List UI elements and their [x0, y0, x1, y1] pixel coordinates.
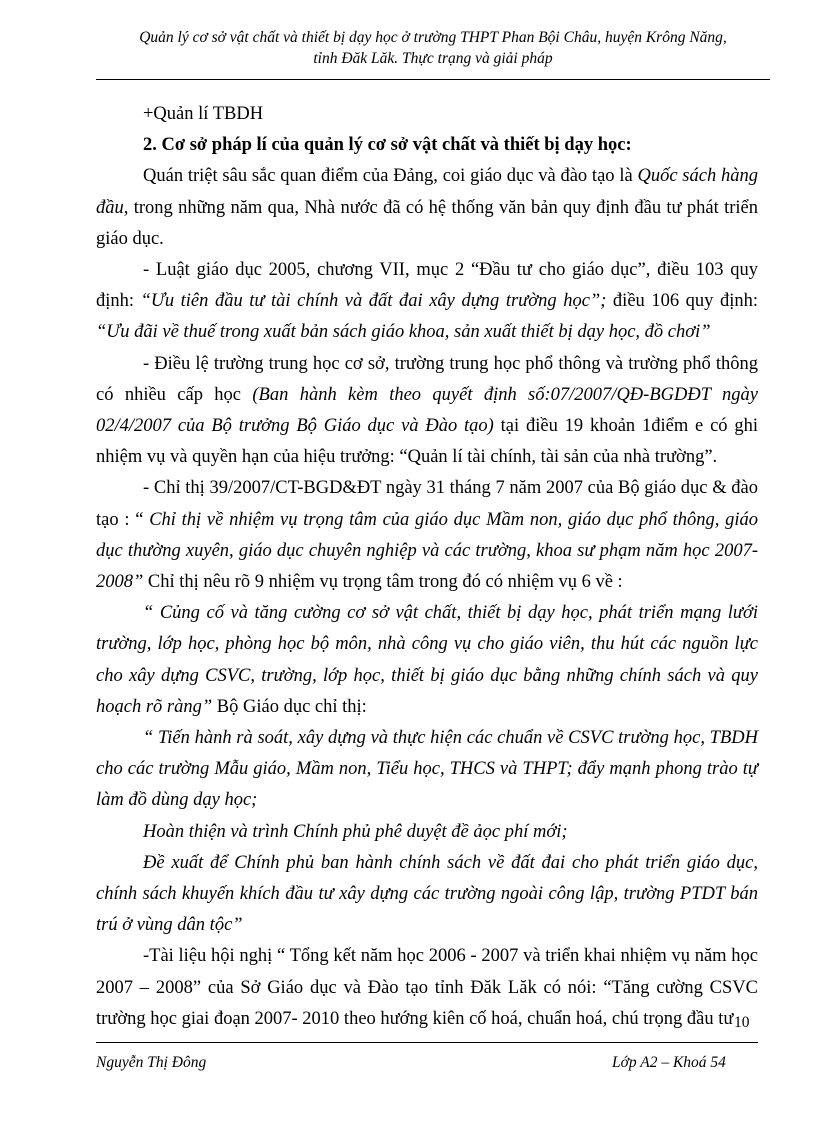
- footer-divider: [96, 1042, 758, 1043]
- italic-run: Chỉ thị về nhiệm vụ trọng tâm của giáo dục Mầm non, giáo dục phổ thông, giáo dục thường xuyên, giáo dục chuyên nghiệp và các trường, khoa sư phạm năm học 2007-2008”: [96, 509, 758, 593]
- text-run: - Luật giáo dục 2005, chương VII, mục 2 “Đầu tư cho giáo dục”, điều 103 quy định:: [96, 260, 758, 312]
- italic-run: “Ưu tiên đầu tư tài chính và đất đai xây dựng trường học”;: [140, 291, 607, 312]
- text-run: - Điều lệ trường trung học cơ sở, trường trung học phổ thông và trường phổ thông có nhiều cấp học: [96, 353, 758, 405]
- text-run: điều 106 quy định:: [606, 291, 758, 312]
- paragraph: Hoàn thiện và trình Chính phủ phê duyệt đề ảọc phí mới;: [143, 821, 568, 842]
- header-line-2: tỉnh Đăk Lăk. Thực trạng và giải pháp: [313, 50, 553, 67]
- paragraph: [96, 255, 758, 349]
- text-run: Chỉ thị nêu rõ 9 nhiệm vụ trọng tâm trong đó có nhiệm vụ 6 về :: [143, 572, 623, 593]
- paragraph: +Quản lí TBDH: [143, 104, 264, 124]
- paragraph: [96, 598, 758, 723]
- header-line-1: Quản lý cơ sở vật chất và thiết bị dạy học ở trường THPT Phan Bội Châu, huyện Krông Năng,: [139, 29, 727, 46]
- paragraph: “ Tiến hành rà soát, xây dựng và thực hiện các chuẩn về CSVC trường học, TBDH cho các trường Mẫu giáo, Mầm non, Tiểu học, THCS và THPT; đẩy mạnh phong trào tự làm đồ dùng dạy học;: [96, 728, 758, 811]
- document-body: [96, 99, 758, 1035]
- text-run: trong những năm qua, Nhà nước đã có hệ thống văn bản quy định đầu tư phát triển giáo dục.: [96, 197, 758, 249]
- page-number: 10: [734, 1014, 750, 1031]
- italic-run: (Ban hành kèm theo quyết định số:07/2007/QĐ-BGDĐT ngày 02/4/2007 của Bộ trưởng Bộ Giáo dục và Đào tạo): [96, 384, 758, 437]
- header-divider: [96, 79, 770, 80]
- section-heading: 2. Cơ sở pháp lí của quản lý cơ sở vật chất và thiết bị dạy học:: [143, 135, 632, 156]
- paragraph: Đề xuất để Chính phủ ban hành chính sách về đất đai cho phát triển giáo dục, chính sách khuyến khích đầu tư xây dựng các trường ngoài công lập, trường PTDT bán trú ở vùng dân tộc”: [96, 852, 758, 936]
- italic-run: “Ưu đãi về thuế trong xuất bản sách giáo khoa, sản xuất thiết bị dạy học, đồ chơi”: [96, 322, 711, 343]
- paragraph: [96, 473, 758, 598]
- page-header: [96, 27, 770, 69]
- paragraph: [96, 349, 758, 474]
- text-run: - Chỉ thị 39/2007/CT-BGD&ĐT ngày 31 tháng 7 năm 2007 của Bộ giáo dục & đào tạo : “: [96, 478, 758, 530]
- footer-class: Lớp A2 – Khoá 54: [612, 1054, 726, 1071]
- text-run: Bộ Giáo dục chỉ thị:: [212, 696, 367, 717]
- italic-run: Quốc sách hàng đầu,: [96, 166, 758, 218]
- text-run: tại điều 19 khoản 1điểm e có ghi nhiệm vụ và quyền hạn của hiệu trưởng: “Quản lí tài chính, tài sản của nhà trường”.: [96, 416, 758, 468]
- italic-run: “ Củng cố và tăng cường cơ sở vật chất, thiết bị dạy học, phát triển mạng lưới trường, lớp học, phòng học bộ môn, nhà công vụ cho giáo viên, thu hút các nguồn lực cho xây dựng CSVC, trường, lớp học, thiết bị giáo dục bằng những chính sách và quy hoạch rõ ràng”: [96, 603, 758, 717]
- footer-author: Nguyễn Thị Đông: [96, 1054, 207, 1071]
- paragraph: [96, 161, 758, 255]
- text-run: Quán triệt sâu sắc quan điểm của Đảng, coi giáo dục và đào tạo là: [143, 166, 638, 187]
- paragraph: -Tài liệu hội nghị “ Tổng kết năm học 2006 - 2007 và triển khai nhiệm vụ năm học 2007 – 2008” của Sở Giáo dục và Đào tạo tỉnh Đăk Lăk có nói: “Tăng cường CSVC trường học giai đoạn 2007- 2010 theo hướng kiên cố hoá, chuẩn hoá, chú trọng đầu tư: [96, 946, 758, 1029]
